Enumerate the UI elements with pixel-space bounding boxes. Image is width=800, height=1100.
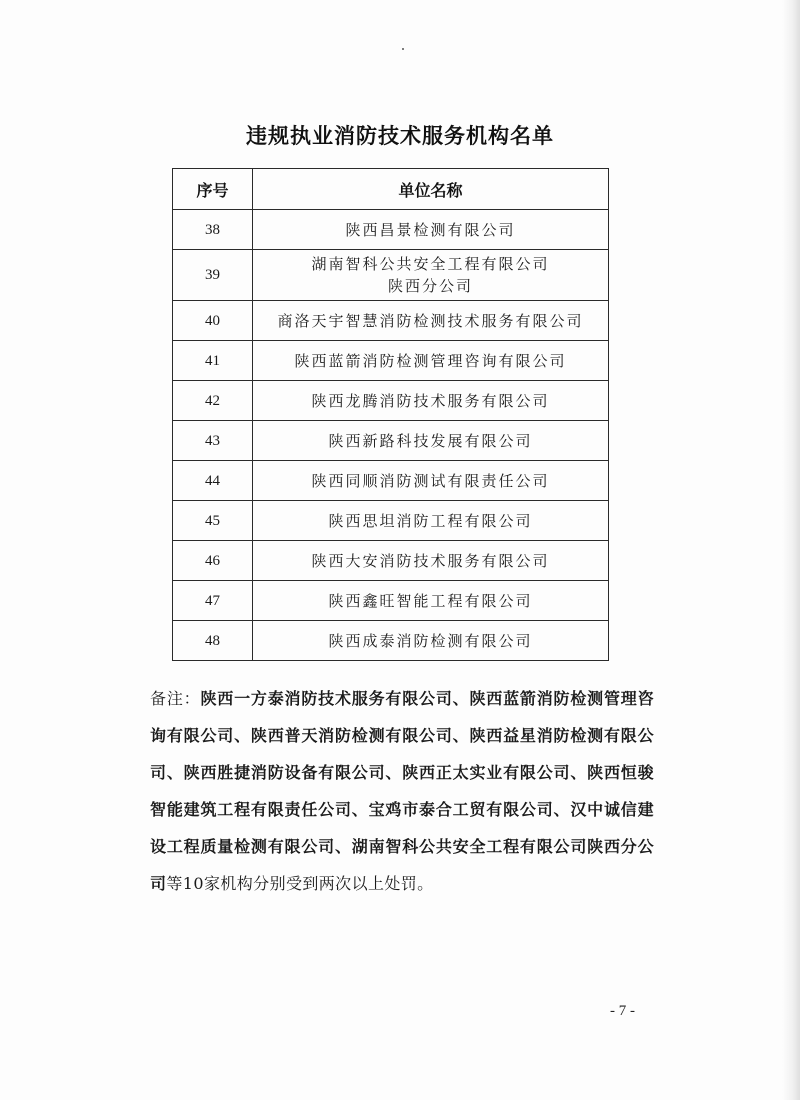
organization-name-line: 陕西新路科技发展有限公司 bbox=[328, 431, 533, 450]
row-serial-number: 45 bbox=[173, 501, 253, 541]
table-header-row bbox=[173, 169, 609, 210]
row-serial-number: 38 bbox=[173, 210, 253, 250]
table-row bbox=[173, 421, 609, 461]
page-number: - 7 - bbox=[610, 1003, 635, 1019]
organization-table bbox=[172, 168, 609, 661]
row-serial-number: 39 bbox=[173, 250, 253, 301]
table-row bbox=[173, 250, 609, 301]
table-row bbox=[173, 210, 609, 250]
row-serial-number: 42 bbox=[173, 381, 253, 421]
table-row bbox=[173, 621, 609, 661]
row-serial-number: 43 bbox=[173, 421, 253, 461]
table-row bbox=[173, 341, 609, 381]
row-serial-number: 48 bbox=[173, 621, 253, 661]
row-organization-name bbox=[253, 341, 609, 381]
row-serial-number: 44 bbox=[173, 461, 253, 501]
row-organization-name bbox=[253, 501, 609, 541]
organization-name-line: 陕西蓝箭消防检测管理咨询有限公司 bbox=[294, 351, 567, 370]
header-serial-number: 序号 bbox=[173, 169, 253, 210]
table-row bbox=[173, 501, 609, 541]
organization-name-line: 陕西龙腾消防技术服务有限公司 bbox=[311, 391, 550, 410]
row-organization-name bbox=[253, 541, 609, 581]
scan-edge-shadow bbox=[782, 0, 800, 1100]
document-title: 违规执业消防技术服务机构名单 bbox=[246, 124, 554, 148]
table-row bbox=[173, 461, 609, 501]
row-organization-name bbox=[253, 250, 609, 301]
organization-name-line: 陕西成泰消防检测有限公司 bbox=[328, 631, 533, 650]
table-row bbox=[173, 581, 609, 621]
organization-name-line: 陕西大安消防技术服务有限公司 bbox=[311, 551, 550, 570]
scan-speck bbox=[402, 48, 404, 50]
table-row bbox=[173, 541, 609, 581]
organization-name-line: 陕西同顺消防测试有限责任公司 bbox=[311, 471, 550, 490]
row-organization-name bbox=[253, 301, 609, 341]
row-serial-number: 40 bbox=[173, 301, 253, 341]
row-organization-name bbox=[253, 421, 609, 461]
row-organization-name bbox=[253, 461, 609, 501]
row-serial-number: 46 bbox=[173, 541, 253, 581]
organization-name-line: 陕西分公司 bbox=[387, 277, 473, 295]
remarks-label: 备注： bbox=[150, 689, 201, 708]
row-organization-name bbox=[253, 621, 609, 661]
row-serial-number: 47 bbox=[173, 581, 253, 621]
organization-name-line: 湖南智科公共安全工程有限公司 bbox=[311, 255, 550, 273]
row-organization-name bbox=[253, 210, 609, 250]
remarks-conclusion: 等10家机构分别受到两次以上处罚。 bbox=[166, 874, 434, 893]
organization-name-line: 陕西昌景检测有限公司 bbox=[345, 220, 516, 239]
table-body bbox=[173, 210, 609, 661]
table-row bbox=[173, 381, 609, 421]
row-organization-name bbox=[253, 581, 609, 621]
remarks-paragraph bbox=[150, 680, 654, 902]
header-organization-name: 单位名称 bbox=[253, 169, 609, 210]
table-row bbox=[173, 301, 609, 341]
organization-name-line: 商洛天宇智慧消防检测技术服务有限公司 bbox=[277, 311, 584, 330]
remarks-organizations: 陕西一方泰消防技术服务有限公司、陕西蓝箭消防检测管理咨询有限公司、陕西普天消防检测有限公司、陕西益星消防检测有限公司、陕西胜捷消防设备有限公司、陕西正太实业有限公司、陕西恒骏智能建筑工程有限责任公司、宝鸡市泰合工贸有限公司、汉中诚信建设工程质量检测有限公司、湖南智科公共安全工程有限公司陕西分公司 bbox=[150, 689, 654, 893]
row-organization-name bbox=[253, 381, 609, 421]
organization-name-line: 陕西思坦消防工程有限公司 bbox=[328, 511, 533, 530]
row-serial-number: 41 bbox=[173, 341, 253, 381]
organization-name-line: 陕西鑫旺智能工程有限公司 bbox=[328, 591, 533, 610]
